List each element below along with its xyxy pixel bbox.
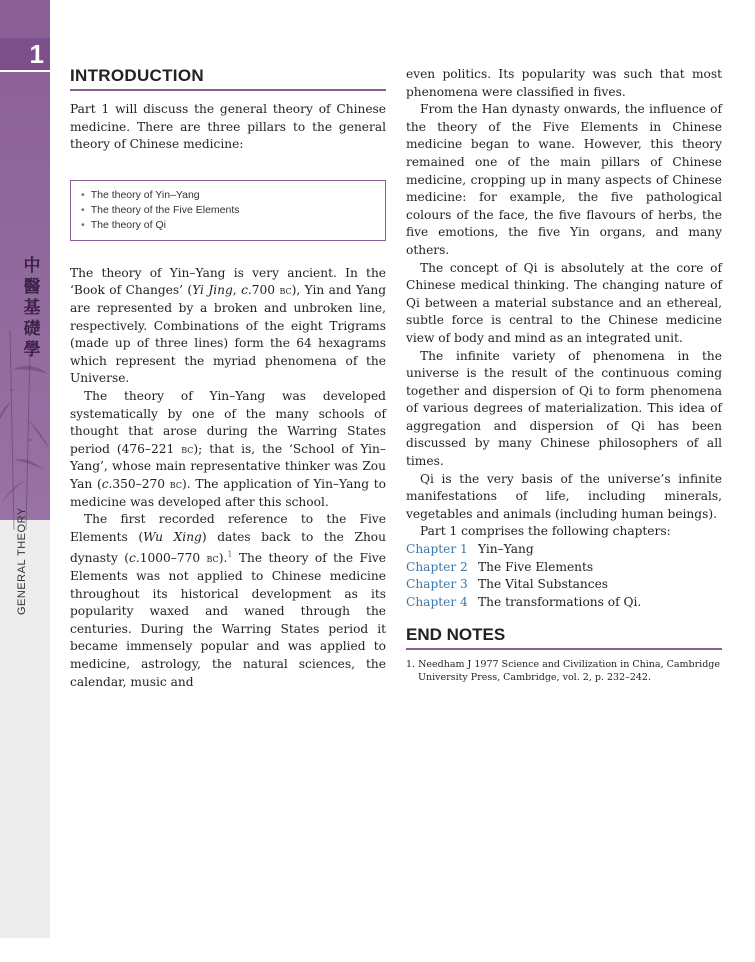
chapter-title: The transformations of Qi.	[478, 594, 642, 609]
pillar-item: • The theory of Qi	[81, 218, 375, 233]
chapter-link[interactable]: Chapter 3	[406, 577, 468, 592]
endnote-item: 1. Needham J 1977 Science and Civilization in China, Cambridge University Press, Cambridge, vol. 2, p. 232–242.	[406, 659, 720, 684]
left-column	[70, 66, 386, 691]
yin-yang-school-paragraph: The theory of Yin–Yang was developed systematically by one of the many schools of thought that arose during the Warring States period (476–221 bc); that is, the ‘School of Yin–Yang’, whose main representative thinker was Zou Yan (c.350–270 bc). The application of Yin–Yang to medicine was developed after this school.	[70, 388, 387, 509]
chapter-title: Yin–Yang	[478, 542, 534, 557]
pillar-item: • The theory of Yin–Yang	[81, 188, 375, 203]
chapter-rule	[0, 70, 50, 72]
han-dynasty-paragraph: From the Han dynasty onwards, the influence of the theory of the Five Elements in Chinese medicine began to wane. However, this theory remained one of the main pillars of Chinese medicine, cropping up in many aspects of Chinese medicine: for example, the five pathological colours of the face, the five flavours of herbs, the five emotions, the five Yin organs, and many others.	[406, 102, 722, 257]
qi-basis-paragraph: Qi is the very basis of the universe’s infinite manifestations of life, including minerals, vegetables and animals (including human beings).	[406, 471, 722, 521]
endnote-ref[interactable]: 1	[227, 550, 233, 560]
intro-paragraph: Part 1 will discuss the general theory of Chinese medicine. There are three pillars to the general theory of Chinese medicine:	[70, 102, 386, 152]
five-elements-paragraph: The first recorded reference to the Five Elements (Wu Xing) dates back to the Zhou dynasty (c.1000–770 bc).$^1$ The theory of the Five Elements was not applied to Chinese medicine throughout its historical development as its popularity waxed and waned through the centuries. During the Warring States period it became immensely popular and was applied to medicine, astrology, the natural sciences, the calendar, music and	[70, 512, 386, 689]
chapter-list	[406, 541, 722, 611]
chapter-link[interactable]: Chapter 1	[406, 542, 468, 557]
chapter-title: The Vital Substances	[478, 577, 609, 592]
chapter-title: The Five Elements	[478, 559, 594, 574]
chapter-row[interactable]	[406, 594, 722, 612]
end-notes-heading: END NOTES	[406, 625, 722, 650]
chapter-link[interactable]: Chapter 4	[406, 594, 468, 609]
introduction-heading: INTRODUCTION	[70, 66, 386, 91]
phenomena-paragraph: The infinite variety of phenomena in the universe is the result of the continuous coming together and dispersion of Qi to form phenomena of various degrees of materialization. This idea of aggregation and dispersion of Qi has been discussed by many Chinese philosophers of all times.	[406, 348, 722, 469]
cjk-title: 中醫基礎學	[23, 256, 41, 360]
chapter-row[interactable]	[406, 541, 722, 559]
section-label: GENERAL THEORY	[16, 507, 28, 615]
politics-paragraph: even politics. Its popularity was such that most phenomena were classified in fives.	[406, 67, 722, 99]
pillars-callout	[70, 180, 386, 241]
pillar-item: • The theory of the Five Elements	[81, 203, 375, 218]
chapter-link[interactable]: Chapter 2	[406, 559, 468, 574]
chapter-row[interactable]	[406, 559, 722, 577]
right-column	[406, 66, 722, 684]
chapters-intro: Part 1 comprises the following chapters:	[420, 524, 671, 539]
chapter-number: 1	[0, 38, 50, 70]
chapter-row[interactable]	[406, 576, 722, 594]
bamboo-illustration	[0, 330, 50, 530]
yin-yang-paragraph: The theory of Yin–Yang is very ancient. In the ‘Book of Changes’ (Yi Jing, c.700 bc), Yin and Yang are represented by a broken and unbroken line, respectively. Combinations of the eight Trigrams (made up of three lines) form the 64 hexagrams which represent the myriad phenomena of the Universe.	[70, 265, 387, 386]
qi-concept-paragraph: The concept of Qi is absolutely at the core of Chinese medical thinking. The changing nature of Qi between a material substance and an ethereal, subtle force is central to the Chinese medicine view of body and mind as an integrated unit.	[406, 260, 722, 345]
